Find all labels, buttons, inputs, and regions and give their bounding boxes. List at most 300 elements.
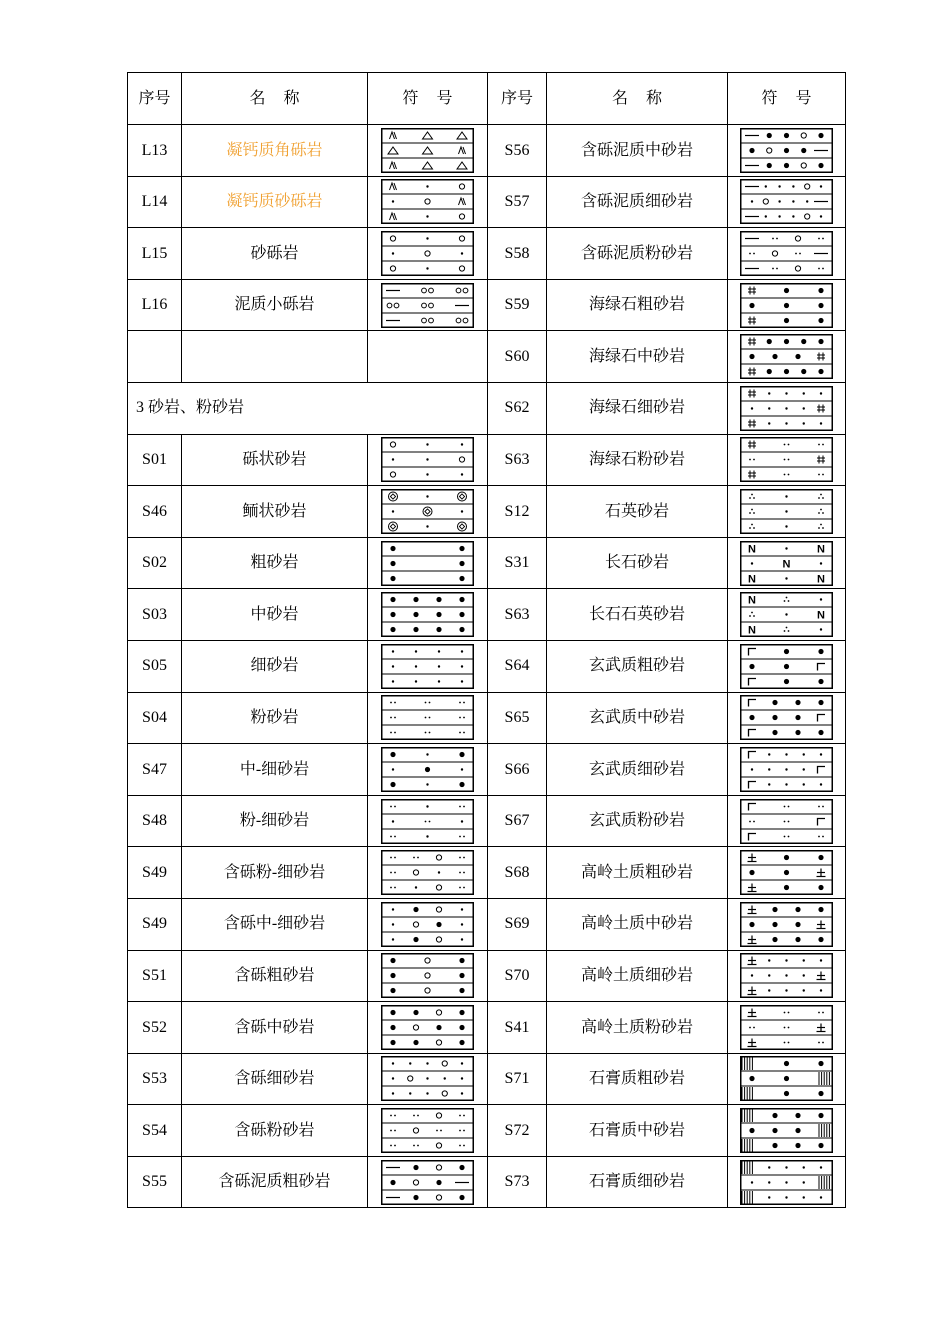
- fine-dot: [785, 975, 787, 977]
- grain-dot: [784, 1076, 789, 1081]
- kaolin-mark: [748, 1008, 757, 1016]
- grain-dot: [818, 133, 823, 138]
- quartz-dot: [749, 615, 751, 617]
- silt-dot: [784, 444, 786, 446]
- grain-dot: [413, 1195, 418, 1200]
- symbol-cell: [368, 486, 488, 538]
- fine-dot: [415, 665, 417, 667]
- silt-dot: [776, 268, 778, 270]
- fine-dot: [785, 960, 787, 962]
- code-cell: S54: [128, 1105, 182, 1157]
- table-row: [128, 486, 846, 538]
- lithology-symbol: [740, 179, 833, 224]
- table-row: [128, 640, 846, 692]
- silt-dot: [390, 805, 392, 807]
- symbol-pattern: [392, 907, 463, 942]
- gypsum-mark: [819, 1072, 829, 1085]
- gypsum-mark: [819, 1124, 829, 1137]
- header-name-left: 名 称: [182, 73, 368, 125]
- grain-dot: [749, 1076, 754, 1081]
- grain-dot: [795, 1128, 800, 1133]
- silt-dot: [429, 702, 431, 704]
- grain-dot: [795, 922, 800, 927]
- fine-dot: [768, 1181, 770, 1183]
- oolite-core: [459, 524, 464, 529]
- grain-dot: [390, 612, 395, 617]
- code-cell: S12: [488, 486, 547, 538]
- grain-dot: [818, 679, 823, 684]
- symbol-cell: [728, 537, 846, 589]
- grain-dot: [772, 907, 777, 912]
- pebble-circle: [459, 236, 464, 241]
- symbol-cell: [368, 692, 488, 744]
- symbol-cell: [368, 331, 488, 383]
- name-cell: 粉-细砂岩: [182, 795, 368, 847]
- symbol-cell: [728, 847, 846, 899]
- grain-dot: [459, 597, 464, 602]
- fine-dot: [768, 783, 770, 785]
- fine-dot: [426, 216, 428, 218]
- lithology-symbol: [381, 747, 474, 792]
- silt-dot: [818, 835, 820, 837]
- silt-dot: [822, 805, 824, 807]
- header-symbol-left: 符 号: [368, 73, 488, 125]
- grain-dot: [801, 369, 806, 374]
- pebble-circle: [805, 184, 810, 189]
- fine-dot: [426, 525, 428, 527]
- table-row: [128, 692, 846, 744]
- pebble-circle: [425, 958, 430, 963]
- symbol-cell: [728, 486, 846, 538]
- code-cell: [128, 331, 182, 383]
- feldspar-mark: N: [817, 609, 825, 622]
- silt-dot: [788, 1041, 790, 1043]
- fine-dot: [820, 960, 822, 962]
- kaolin-mark: [748, 884, 757, 892]
- name-cell: 含砾泥质粗砂岩: [182, 1156, 368, 1208]
- name-cell: 含砾粗砂岩: [182, 950, 368, 1002]
- fine-dot: [768, 407, 770, 409]
- lithology-symbol: [381, 179, 474, 224]
- pebble-circle: [390, 442, 395, 447]
- section-title: 3 砂岩、粉砂岩: [128, 382, 488, 434]
- fine-dot: [392, 908, 394, 910]
- code-cell: S64: [488, 640, 547, 692]
- grain-dot: [767, 133, 772, 138]
- quartz-dot: [753, 512, 755, 514]
- fine-dot: [803, 975, 805, 977]
- pebble-circle: [795, 236, 800, 241]
- lithology-symbol: [740, 747, 833, 792]
- symbol-cell: [728, 1002, 846, 1054]
- lithology-symbol: [740, 850, 833, 895]
- symbol-cell: [368, 279, 488, 331]
- quartz-dot: [753, 615, 755, 617]
- oolite-core: [390, 524, 395, 529]
- silt-dot: [459, 805, 461, 807]
- fine-dot: [785, 577, 787, 579]
- grain-dot: [818, 907, 823, 912]
- symbol-cell: [728, 1053, 846, 1105]
- lithology-symbol: [381, 489, 474, 534]
- kaolin-mark: [748, 935, 757, 943]
- grain-dot: [749, 1128, 754, 1133]
- lithology-symbol: [381, 283, 474, 328]
- grain-dot: [784, 339, 789, 344]
- glauconite-mark: [748, 441, 756, 449]
- glauconite-mark: [748, 471, 756, 479]
- lithology-symbol: [740, 953, 833, 998]
- name-cell: 高岭土质粗砂岩: [547, 847, 728, 899]
- pebble-circle: [429, 288, 434, 293]
- feldspar-mark: N: [782, 558, 791, 571]
- grain-dot: [784, 302, 789, 307]
- grain-dot: [772, 700, 777, 705]
- name-cell: 高岭土质中砂岩: [547, 898, 728, 950]
- grain-dot: [818, 369, 823, 374]
- fine-dot: [461, 938, 463, 940]
- silt-dot: [394, 732, 396, 734]
- grain-dot: [413, 937, 418, 942]
- fine-dot: [803, 753, 805, 755]
- fine-dot: [392, 1093, 394, 1095]
- fine-dot: [768, 768, 770, 770]
- code-cell: S52: [128, 1002, 182, 1054]
- gypsum-mark: [742, 1057, 752, 1070]
- name-cell: 玄武质粉砂岩: [547, 795, 728, 847]
- symbol-cell: [368, 950, 488, 1002]
- lithology-symbol: [740, 799, 833, 844]
- table-row: [128, 228, 846, 280]
- quartz-dot: [822, 512, 824, 514]
- grain-dot: [390, 988, 395, 993]
- code-cell: L13: [128, 125, 182, 177]
- grain-dot: [390, 782, 395, 787]
- silt-dot: [788, 1011, 790, 1013]
- silt-dot: [822, 1041, 824, 1043]
- fine-dot: [792, 201, 794, 203]
- glauconite-mark: [748, 419, 756, 427]
- symbol-cell: [368, 1002, 488, 1054]
- feldspar-mark: N: [748, 573, 756, 586]
- pebble-circle: [795, 266, 800, 271]
- table-row: [128, 1002, 846, 1054]
- fine-dot: [751, 407, 753, 409]
- pebble-circle: [442, 1061, 447, 1066]
- symbol-pattern: [745, 184, 828, 219]
- fine-dot: [438, 680, 440, 682]
- fine-dot: [785, 407, 787, 409]
- kaolin-mark: [817, 972, 826, 980]
- table-row: [128, 795, 846, 847]
- fine-dot: [785, 1181, 787, 1183]
- fine-dot: [438, 871, 440, 873]
- fine-dot: [426, 459, 428, 461]
- code-cell: S55: [128, 1156, 182, 1208]
- glauconite-mark: [817, 353, 825, 361]
- silt-dot: [459, 1145, 461, 1147]
- grain-dot: [795, 907, 800, 912]
- grain-dot: [784, 287, 789, 292]
- quartz-dot: [822, 527, 824, 529]
- fine-dot: [751, 975, 753, 977]
- pebble-circle: [436, 1195, 441, 1200]
- grain-dot: [390, 1010, 395, 1015]
- symbol-cell: [368, 537, 488, 589]
- grain-dot: [459, 545, 464, 550]
- name-cell: 玄武质细砂岩: [547, 744, 728, 796]
- fine-dot: [415, 886, 417, 888]
- fine-dot: [785, 1196, 787, 1198]
- fine-dot: [820, 783, 822, 785]
- pebble-circle: [442, 1091, 447, 1096]
- breccia-triangle: [423, 162, 433, 169]
- quartz-dot: [818, 527, 820, 529]
- silt-dot: [463, 1145, 465, 1147]
- grain-dot: [772, 354, 777, 359]
- lithology-symbol: [740, 437, 833, 482]
- glauconite-mark: [748, 389, 756, 397]
- gypsum-mark: [742, 1109, 752, 1122]
- code-cell: S59: [488, 279, 547, 331]
- grain-dot: [390, 958, 395, 963]
- grain-dot: [818, 287, 823, 292]
- basalt-mark: [749, 700, 757, 707]
- pebble-circle: [801, 163, 806, 168]
- grain-dot: [749, 870, 754, 875]
- silt-dot: [413, 1115, 415, 1117]
- lithology-symbol: [740, 1160, 833, 1205]
- pebble-circle: [413, 922, 418, 927]
- fine-dot: [409, 1063, 411, 1065]
- fine-dot: [803, 960, 805, 962]
- symbol-pattern: [388, 132, 467, 169]
- symbol-pattern: [742, 1057, 829, 1100]
- code-cell: S57: [488, 176, 547, 228]
- fine-dot: [426, 474, 428, 476]
- symbol-cell: [368, 1105, 488, 1157]
- symbol-cell: [728, 589, 846, 641]
- glauconite-mark: [748, 338, 756, 346]
- lithology-symbol: [381, 1160, 474, 1205]
- grain-dot: [459, 752, 464, 757]
- silt-dot: [788, 474, 790, 476]
- fine-dot: [803, 1166, 805, 1168]
- quartz-dot: [788, 600, 790, 602]
- silt-dot: [390, 702, 392, 704]
- code-cell: S47: [128, 744, 182, 796]
- grain-dot: [436, 1180, 441, 1185]
- code-cell: S49: [128, 847, 182, 899]
- symbol-cell: [728, 1105, 846, 1157]
- grain-dot: [459, 575, 464, 580]
- symbol-cell: [728, 125, 846, 177]
- pebble-circle: [390, 472, 395, 477]
- silt-dot: [749, 820, 751, 822]
- quartz-dot: [753, 497, 755, 499]
- fine-dot: [806, 201, 808, 203]
- legend-table: [127, 72, 846, 1208]
- silt-dot: [394, 857, 396, 859]
- symbol-pattern: [392, 650, 463, 682]
- symbol-pattern: [392, 1061, 463, 1096]
- grain-dot: [459, 1040, 464, 1045]
- pebble-circle: [463, 288, 468, 293]
- symbol-pattern: [748, 905, 826, 943]
- symbol-cell: [728, 950, 846, 1002]
- silt-dot: [459, 1115, 461, 1117]
- fine-dot: [426, 753, 428, 755]
- fine-dot: [461, 444, 463, 446]
- quartz-dot: [786, 627, 788, 629]
- oolite-core: [390, 494, 395, 499]
- silt-dot: [749, 1026, 751, 1028]
- grain-dot: [459, 988, 464, 993]
- pebble-circle: [413, 1128, 418, 1133]
- silt-dot: [795, 253, 797, 255]
- code-cell: S48: [128, 795, 182, 847]
- silt-dot: [463, 717, 465, 719]
- silt-dot: [822, 238, 824, 240]
- grain-dot: [459, 973, 464, 978]
- fine-dot: [792, 186, 794, 188]
- lithology-symbol: [740, 283, 833, 328]
- grain-dot: [784, 679, 789, 684]
- lithology-symbol: [740, 231, 833, 276]
- kaolin-mark: [748, 854, 757, 862]
- fine-dot: [461, 252, 463, 254]
- lithology-symbol: [381, 799, 474, 844]
- fine-dot: [426, 237, 428, 239]
- grain-dot: [749, 715, 754, 720]
- code-cell: S65: [488, 692, 547, 744]
- grain-dot: [436, 922, 441, 927]
- silt-dot: [788, 835, 790, 837]
- code-cell: S03: [128, 589, 182, 641]
- name-cell: 石膏质中砂岩: [547, 1105, 728, 1157]
- breccia-triangle: [457, 162, 467, 169]
- kaolin-mark: [817, 1023, 826, 1031]
- symbol-cell: [368, 125, 488, 177]
- silt-dot: [753, 253, 755, 255]
- silt-dot: [784, 805, 786, 807]
- name-cell: 含砾细砂岩: [182, 1053, 368, 1105]
- silt-dot: [463, 887, 465, 889]
- gypsum-mark: [742, 1191, 752, 1204]
- grain-dot: [413, 597, 418, 602]
- symbol-pattern: [749, 700, 826, 737]
- fine-dot: [792, 216, 794, 218]
- grain-dot: [784, 317, 789, 322]
- fine-dot: [768, 1166, 770, 1168]
- fine-dot: [785, 783, 787, 785]
- symbol-cell: [368, 1053, 488, 1105]
- basalt-mark: [818, 663, 826, 670]
- silt-dot: [394, 835, 396, 837]
- fine-dot: [820, 422, 822, 424]
- fine-dot: [426, 835, 428, 837]
- symbol-cell: [728, 382, 846, 434]
- fine-dot: [426, 783, 428, 785]
- quartz-dot: [751, 494, 753, 496]
- basalt-mark: [749, 833, 757, 840]
- symbol-pattern: [390, 183, 466, 220]
- grain-dot: [436, 612, 441, 617]
- feldspar-mark: N: [748, 594, 756, 607]
- fine-dot: [438, 665, 440, 667]
- pebble-circle: [436, 1143, 441, 1148]
- silt-dot: [788, 1026, 790, 1028]
- silt-dot: [776, 238, 778, 240]
- fine-dot: [392, 938, 394, 940]
- grain-dot: [413, 612, 418, 617]
- silt-dot: [788, 820, 790, 822]
- grain-dot: [390, 752, 395, 757]
- name-cell: 含砾泥质粉砂岩: [547, 228, 728, 280]
- silt-dot: [784, 1011, 786, 1013]
- grain-dot: [818, 885, 823, 890]
- pebble-circle: [413, 870, 418, 875]
- symbol-cell: [368, 847, 488, 899]
- fine-dot: [409, 1093, 411, 1095]
- symbol-pattern: [390, 1113, 465, 1148]
- feldspar-mark: N: [817, 543, 825, 556]
- symbol-pattern: [749, 751, 826, 788]
- pebble-circle: [805, 214, 810, 219]
- quartz-dot: [753, 527, 755, 529]
- fine-dot: [768, 990, 770, 992]
- pebble-circle: [390, 236, 395, 241]
- fine-dot: [785, 547, 787, 549]
- fine-dot: [426, 1093, 428, 1095]
- tuff-mark: [390, 162, 395, 169]
- grain-dot: [772, 715, 777, 720]
- breccia-triangle: [457, 132, 467, 139]
- grain-dot: [413, 1010, 418, 1015]
- fine-dot: [392, 252, 394, 254]
- quartz-dot: [786, 597, 788, 599]
- grain-dot: [818, 302, 823, 307]
- fine-dot: [768, 1196, 770, 1198]
- silt-dot: [784, 1041, 786, 1043]
- silt-dot: [425, 702, 427, 704]
- quartz-dot: [820, 494, 822, 496]
- silt-dot: [463, 702, 465, 704]
- fine-dot: [785, 1166, 787, 1168]
- code-cell: S02: [128, 537, 182, 589]
- grain-dot: [818, 700, 823, 705]
- pebble-circle: [772, 251, 777, 256]
- tuff-mark: [390, 183, 395, 190]
- basalt-mark: [749, 730, 757, 737]
- quartz-dot: [818, 512, 820, 514]
- lithology-symbol: [381, 1108, 474, 1153]
- grain-dot: [390, 627, 395, 632]
- name-cell: 鲕状砂岩: [182, 486, 368, 538]
- name-cell: 凝钙质角砾岩: [182, 125, 368, 177]
- name-cell: 含砾泥质中砂岩: [547, 125, 728, 177]
- fine-dot: [444, 1078, 446, 1080]
- symbol-cell: [368, 898, 488, 950]
- grain-dot: [772, 922, 777, 927]
- quartz-dot: [784, 600, 786, 602]
- symbol-cell: [728, 331, 846, 383]
- pebble-circle: [394, 303, 399, 308]
- silt-dot: [459, 887, 461, 889]
- silt-dot: [390, 1130, 392, 1132]
- basalt-mark: [749, 678, 757, 685]
- table-row: [128, 434, 846, 486]
